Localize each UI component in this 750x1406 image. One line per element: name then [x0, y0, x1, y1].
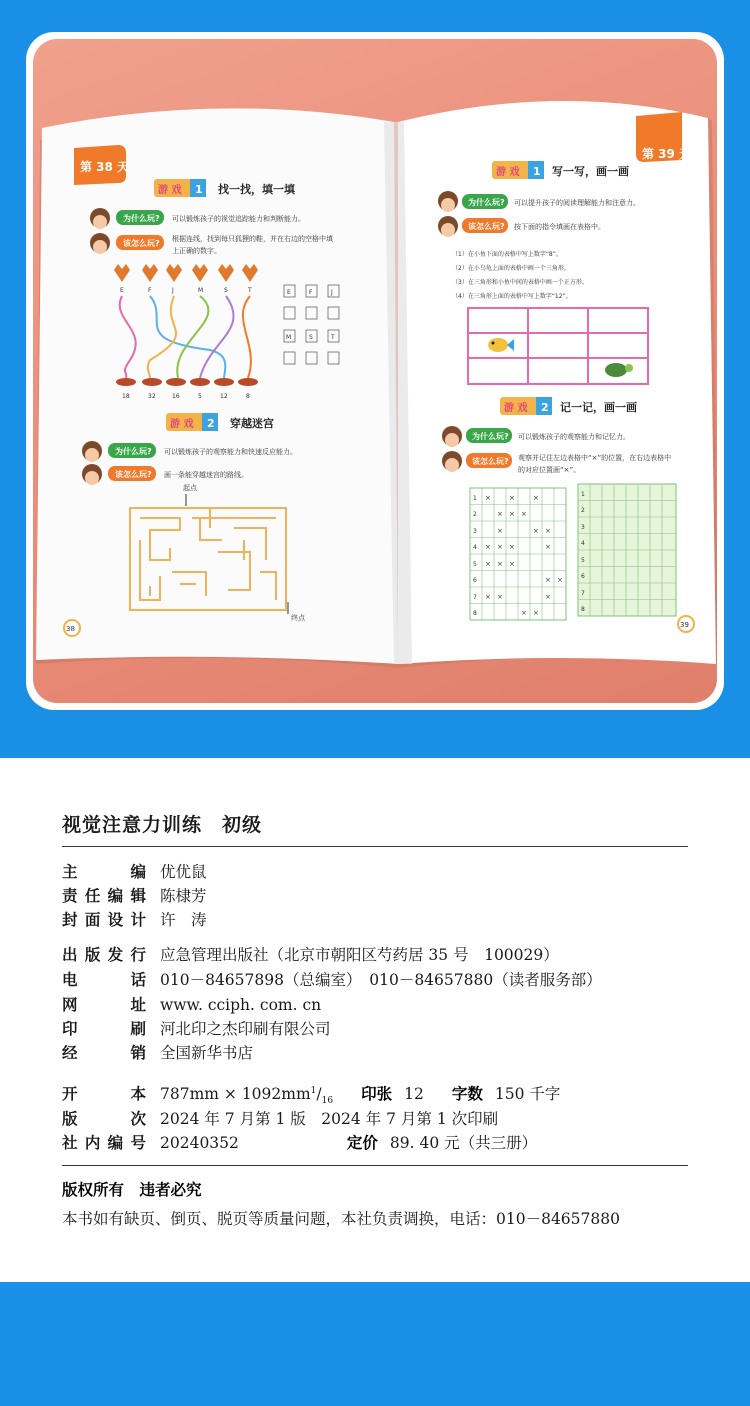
svg-text:6: 6: [581, 573, 585, 580]
svg-text:画一条能穿越迷宫的路线。: 画一条能穿越迷宫的路线。: [164, 471, 248, 479]
svg-text:的对应位置画“×”。: 的对应位置画“×”。: [518, 466, 581, 474]
svg-text:2: 2: [473, 511, 477, 518]
svg-text:找一找，填一填: 找一找，填一填: [218, 183, 295, 196]
svg-text:E: E: [287, 289, 291, 296]
svg-text:S: S: [224, 287, 228, 294]
left-page-number: [64, 620, 80, 636]
svg-text:1: 1: [195, 183, 203, 196]
memory-grid-right: [578, 484, 676, 616]
svg-text:S: S: [309, 334, 313, 341]
svg-text:6: 6: [473, 577, 477, 584]
divider: [62, 1165, 688, 1166]
svg-text:写一写，画一画: 写一写，画一画: [552, 165, 629, 178]
svg-text:（2）在小乌龟上面的表格中画一个三角形。: （2）在小乌龟上面的表格中画一个三角形。: [452, 265, 570, 272]
svg-text:×: ×: [533, 494, 539, 502]
svg-text:×: ×: [485, 543, 491, 551]
book-photo: [33, 39, 717, 703]
svg-text:×: ×: [497, 527, 503, 535]
svg-text:3: 3: [473, 528, 477, 535]
svg-text:为什么玩?: 为什么玩?: [472, 432, 509, 441]
book-spread: [33, 39, 717, 703]
svg-text:×: ×: [485, 593, 491, 601]
svg-text:18: 18: [122, 393, 130, 400]
svg-text:×: ×: [509, 560, 515, 568]
svg-text:×: ×: [545, 543, 551, 551]
svg-text:5: 5: [198, 393, 202, 400]
svg-text:该怎么玩?: 该怎么玩?: [468, 222, 505, 231]
credit-responsible-editor: 责任编辑 陈棣芳: [62, 887, 207, 905]
svg-text:1: 1: [533, 165, 541, 178]
svg-text:×: ×: [533, 609, 539, 617]
info-format: 开 本 $787mm \times 1092mm^1/_{16}$ 印张 12 字数 150 千字: [62, 1085, 561, 1107]
svg-text:12: 12: [220, 393, 228, 400]
svg-text:×: ×: [545, 576, 551, 584]
svg-text:游 戏: 游 戏: [504, 403, 528, 414]
credit-editor: 主 编 优优鼠: [62, 863, 207, 881]
info-edition: 版 次 2024 年 7 月第 1 版 2024 年 7 月第 1 次印刷: [62, 1110, 499, 1128]
svg-text:16: 16: [172, 393, 180, 400]
svg-text:1: 1: [581, 491, 585, 498]
svg-text:2: 2: [581, 507, 585, 514]
svg-text:该怎么玩?: 该怎么玩?: [472, 457, 509, 466]
info-publisher: 出版发行 应急管理出版社（北京市朝阳区芍药居 35 号 100029）: [62, 946, 559, 964]
book-title: 视觉注意力训练 初级: [62, 814, 263, 836]
svg-text:M: M: [286, 334, 292, 341]
svg-text:M: M: [198, 287, 204, 294]
copyright-notice: 版权所有 违者必究: [62, 1181, 202, 1199]
svg-text:8: 8: [246, 393, 250, 400]
info-website: 网 址 www. cciph. com. cn: [62, 996, 322, 1014]
svg-text:×: ×: [545, 527, 551, 535]
svg-text:游 戏: 游 戏: [170, 419, 194, 430]
svg-text:T: T: [248, 287, 252, 294]
svg-text:（3）在三角形和小鱼中间的表格中画一个正方形。: （3）在三角形和小鱼中间的表格中画一个正方形。: [452, 279, 588, 286]
svg-text:F: F: [148, 287, 152, 294]
svg-text:该怎么玩?: 该怎么玩?: [115, 470, 152, 479]
left-page: [36, 108, 398, 664]
svg-text:32: 32: [148, 393, 156, 400]
svg-text:根据连线，找到每只狐狸的鞋，并在右边的空格中填: 根据连线，找到每只狐狸的鞋，并在右边的空格中填: [172, 235, 333, 243]
credit-cover-design: 封面设计 许 涛: [62, 911, 207, 929]
info-phone: 电 话 010－84657898（总编室） 010－84657880（读者服务部）: [62, 971, 602, 989]
svg-text:×: ×: [497, 593, 503, 601]
svg-text:上正确的数字。: 上正确的数字。: [172, 247, 221, 255]
svg-text:游 戏: 游 戏: [496, 167, 520, 178]
svg-text:记一记，画一画: 记一记，画一画: [560, 401, 637, 414]
svg-text:×: ×: [509, 494, 515, 502]
svg-text:4: 4: [473, 544, 477, 551]
svg-text:5: 5: [581, 557, 585, 564]
svg-text:T: T: [331, 334, 335, 341]
svg-text:E: E: [120, 287, 124, 294]
svg-text:穿越迷宫: 穿越迷宫: [230, 417, 274, 430]
svg-text:F: F: [309, 289, 313, 296]
svg-text:4: 4: [581, 540, 585, 547]
svg-text:1: 1: [473, 495, 477, 502]
svg-text:5: 5: [473, 561, 477, 568]
svg-text:×: ×: [497, 560, 503, 568]
left-day-tab-text: 第 38 天: [80, 160, 130, 174]
svg-text:可以锻炼孩子的视觉追踪能力和判断能力。: 可以锻炼孩子的视觉追踪能力和判断能力。: [172, 215, 305, 223]
svg-text:为什么玩?: 为什么玩?: [468, 198, 505, 207]
svg-text:×: ×: [485, 560, 491, 568]
left-day-tab: [74, 145, 129, 185]
svg-text:×: ×: [545, 593, 551, 601]
svg-text:可以锻炼孩子的观察能力和快速反应能力。: 可以锻炼孩子的观察能力和快速反应能力。: [164, 448, 297, 456]
colophon-panel: [0, 758, 750, 1282]
svg-text:38: 38: [66, 625, 75, 633]
svg-text:8: 8: [581, 606, 585, 613]
svg-text:7: 7: [473, 594, 477, 601]
svg-text:3: 3: [581, 524, 585, 531]
right-page-number: [678, 616, 694, 632]
svg-text:游 戏: 游 戏: [158, 185, 182, 196]
svg-text:2: 2: [541, 401, 549, 414]
svg-text:为什么玩?: 为什么玩?: [115, 447, 152, 456]
svg-text:J: J: [331, 289, 333, 296]
info-printer: 印 刷 河北印之杰印刷有限公司: [62, 1020, 331, 1038]
svg-text:×: ×: [509, 510, 515, 518]
svg-text:×: ×: [485, 494, 491, 502]
memory-grid-left: [470, 488, 566, 620]
svg-text:39: 39: [680, 621, 689, 629]
svg-text:可以锻炼孩子的观察能力和记忆力。: 可以锻炼孩子的观察能力和记忆力。: [518, 433, 630, 441]
maze-end: 终点: [291, 614, 305, 622]
svg-text:（4）在三角形上面的表格中写上数字“12”。: （4）在三角形上面的表格中写上数字“12”。: [452, 293, 572, 300]
svg-text:×: ×: [521, 609, 527, 617]
svg-text:×: ×: [557, 576, 563, 584]
svg-text:2: 2: [207, 417, 215, 430]
maze-start: 起点: [183, 484, 197, 492]
svg-text:可以提升孩子的阅读理解能力和注意力。: 可以提升孩子的阅读理解能力和注意力。: [514, 199, 640, 207]
right-day-tab-text: 第 39 天: [642, 147, 692, 161]
svg-text:8: 8: [473, 610, 477, 617]
svg-text:按下面的指令填画在表格中。: 按下面的指令填画在表格中。: [514, 223, 605, 231]
svg-text:为什么玩?: 为什么玩?: [123, 214, 160, 223]
svg-text:J: J: [172, 287, 174, 294]
divider: [62, 846, 688, 847]
svg-text:该怎么玩?: 该怎么玩?: [123, 239, 160, 248]
info-code-price: 社内编号 20240352 定价 89. 40 元（共三册）: [62, 1134, 538, 1152]
svg-text:（1）在小鱼下面的表格中写上数字“8”。: （1）在小鱼下面的表格中写上数字“8”。: [452, 251, 562, 258]
svg-text:观察并记住左边表格中“×”的位置，在右边表格中: 观察并记住左边表格中“×”的位置，在右边表格中: [518, 454, 672, 462]
svg-text:×: ×: [533, 527, 539, 535]
svg-text:×: ×: [509, 543, 515, 551]
svg-text:×: ×: [497, 543, 503, 551]
quality-notice: 本书如有缺页、倒页、脱页等质量问题，本社负责调换，电话：010－84657880: [62, 1210, 620, 1228]
info-distributor: 经 销 全国新华书店: [62, 1044, 254, 1062]
svg-text:×: ×: [521, 510, 527, 518]
svg-text:×: ×: [497, 510, 503, 518]
svg-text:7: 7: [581, 590, 585, 597]
